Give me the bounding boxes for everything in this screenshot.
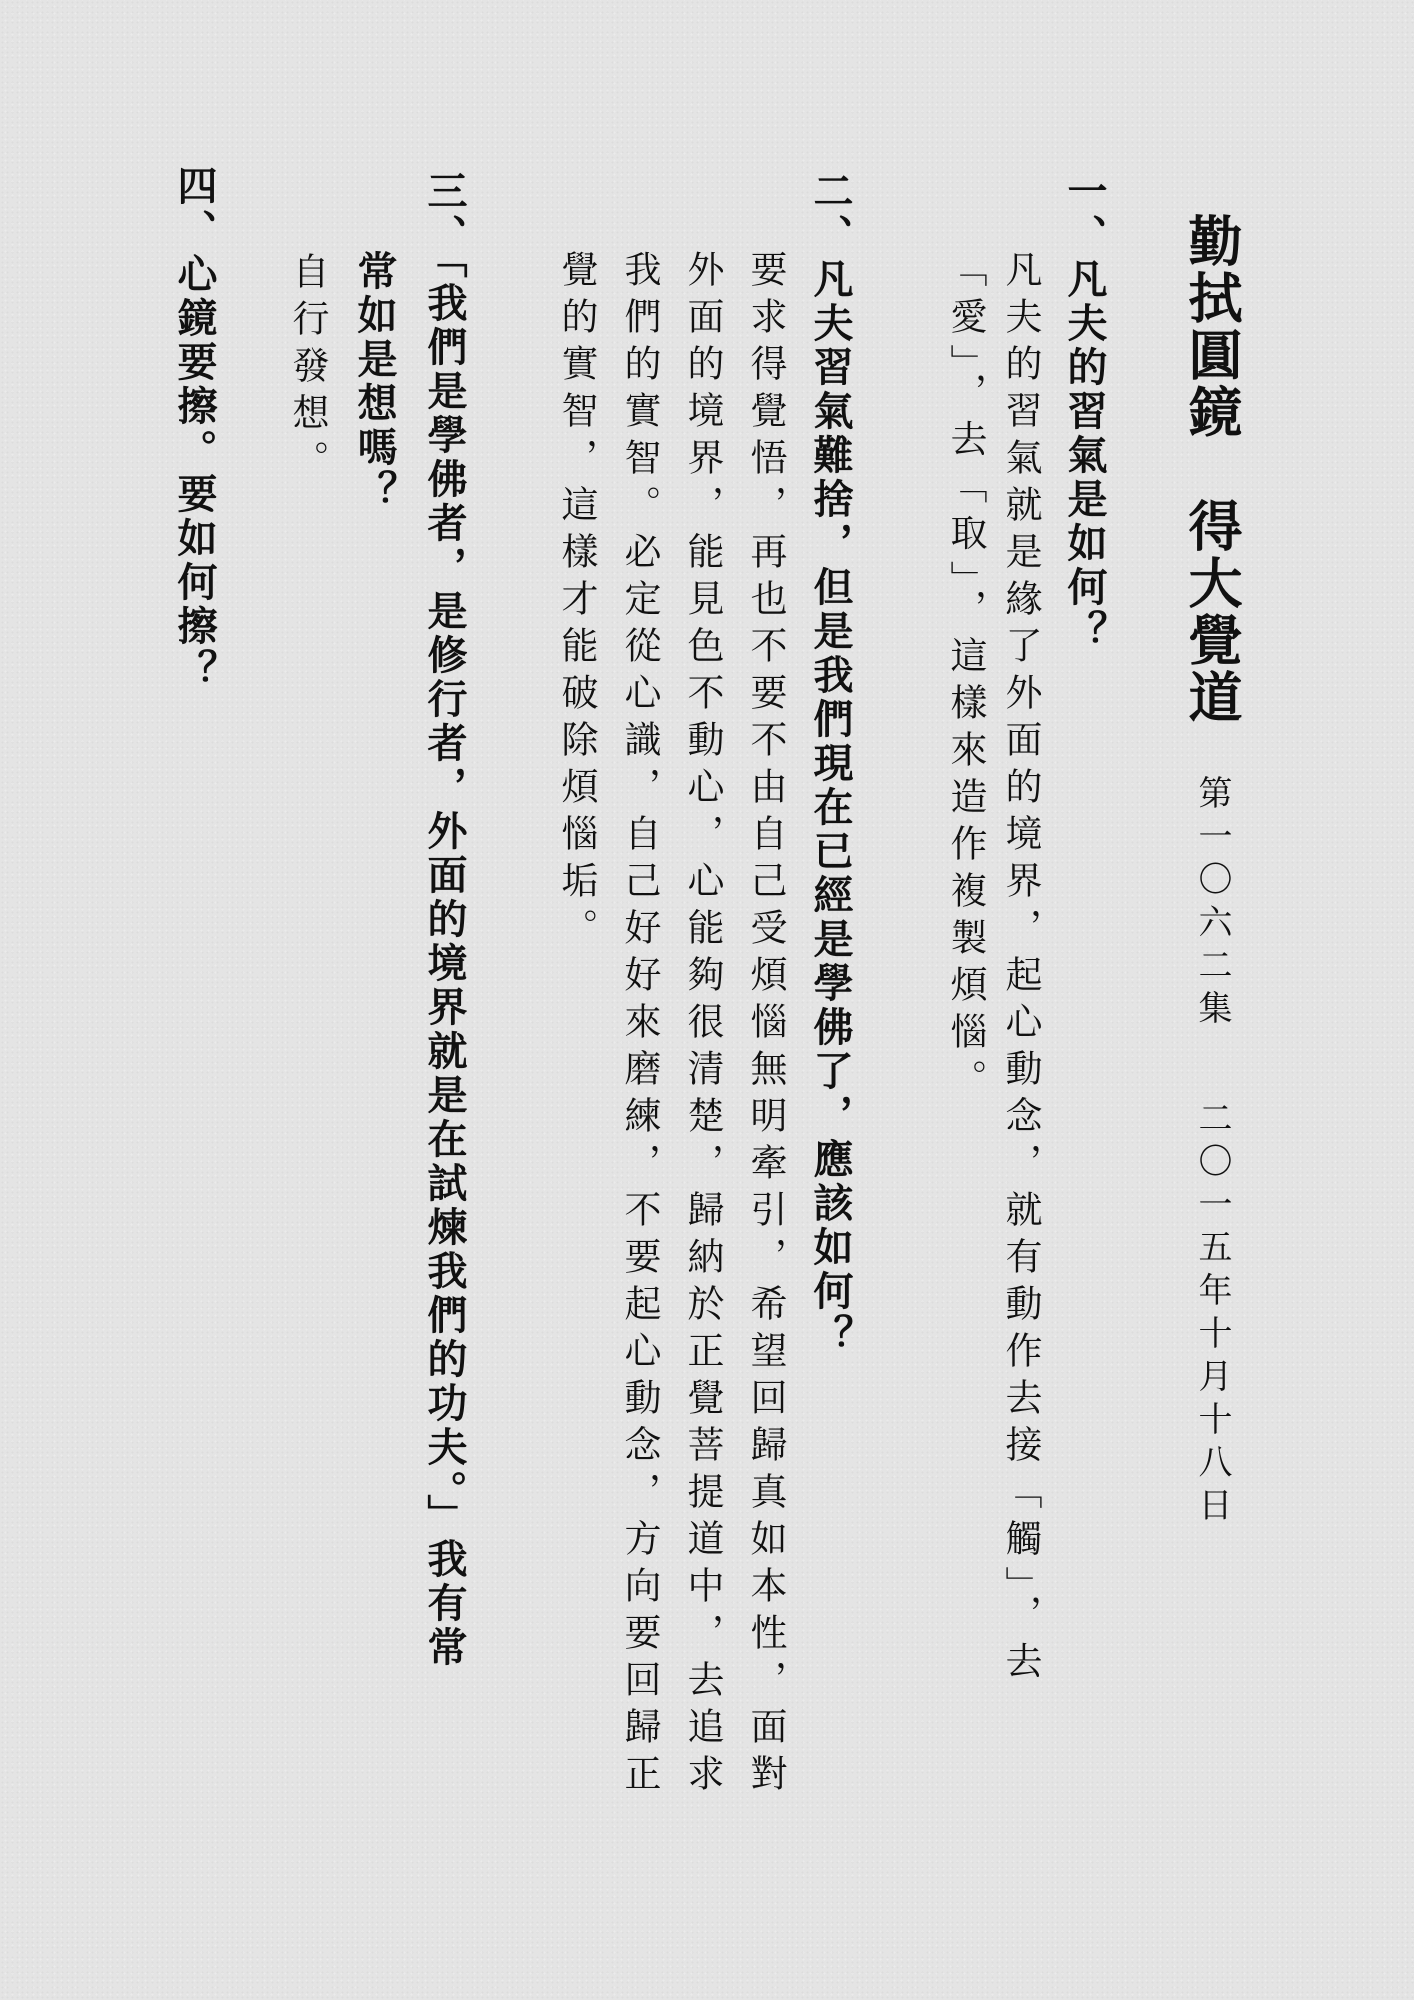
section-4-heading: 四、心鏡要擦。要如何擦？	[171, 165, 218, 693]
date-label: 二〇一五年十月十八日	[1192, 1100, 1232, 1530]
section-2-body-line: 覺的實智，這樣才能破除煩惱垢。	[555, 250, 598, 955]
page-title: 勤拭圓鏡 得大覺道	[1180, 213, 1244, 726]
section-3-heading-continued: 常如是想嗎？	[351, 250, 398, 514]
section-1-heading: 一、凡夫的習氣是如何？	[1061, 170, 1108, 654]
section-2-heading: 二、凡夫習氣難捨，但是我們現在已經是學佛了，應該如何？	[807, 170, 854, 1358]
section-1-body-line: 凡夫的習氣就是緣了外面的境界，起心動念，就有動作去接「觸」，去	[999, 250, 1042, 1689]
section-2-body-line: 我們的實智。必定從心識，自己好好來磨練，不要起心動念，方向要回歸正	[618, 250, 661, 1801]
section-1-body-line: 「愛」，去「取」，這樣來造作複製煩惱。	[944, 250, 987, 1106]
section-2-body-line: 外面的境界，能見色不動心，心能夠很清楚，歸納於正覺菩提道中，去追求	[681, 250, 724, 1801]
section-3-body-line: 自行發想。	[286, 252, 329, 487]
section-3-heading: 三、「我們是學佛者，是修行者，外面的境界就是在試煉我們的功夫。」我有常	[421, 170, 468, 1670]
episode-number: 第一〇六二集	[1192, 775, 1232, 1033]
section-2-body-line: 要求得覺悟，再也不要不由自己受煩惱無明牽引，希望回歸真如本性，面對	[744, 250, 787, 1801]
